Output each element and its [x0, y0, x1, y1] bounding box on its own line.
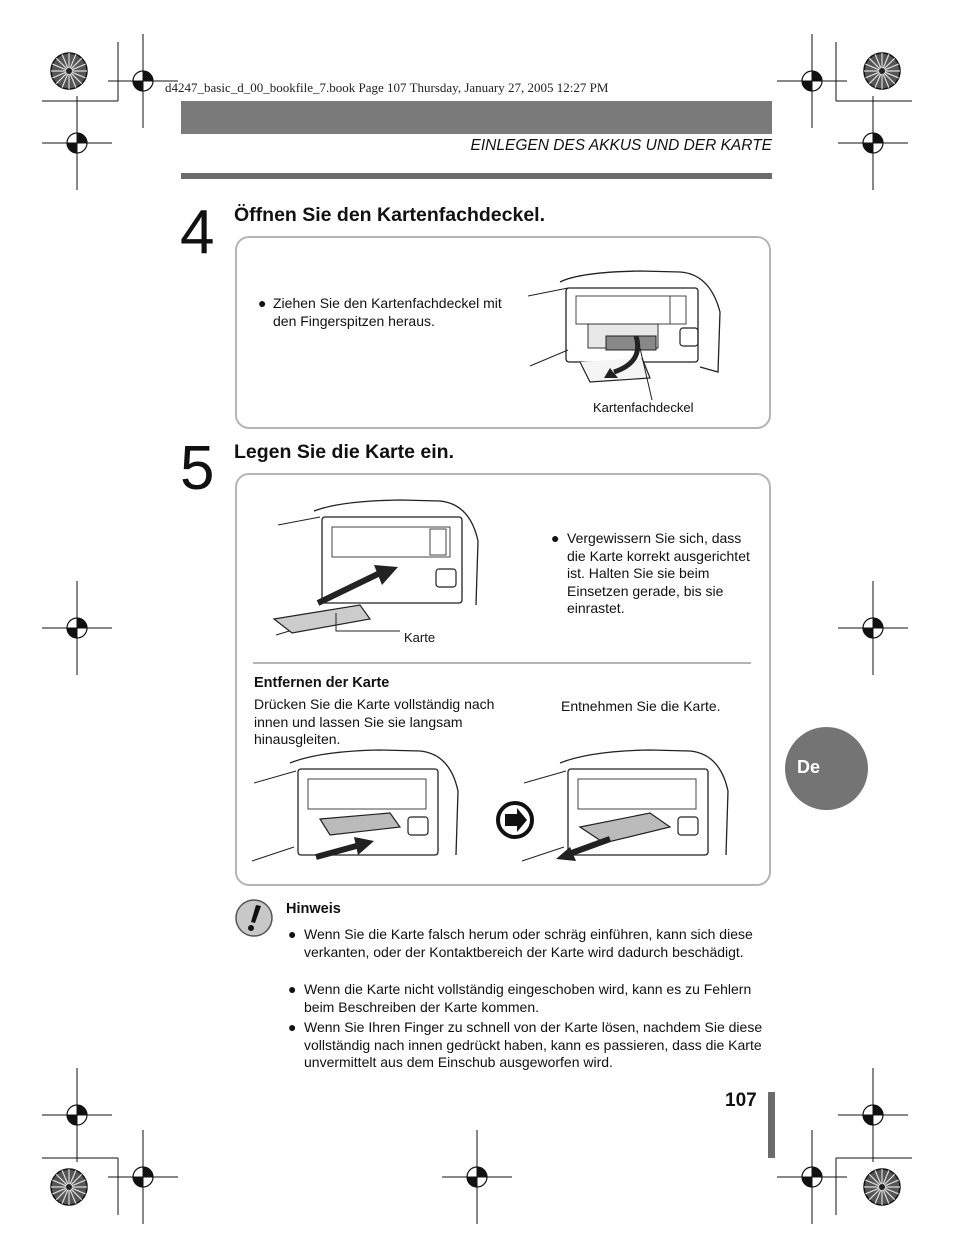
step-4-number: 4 [180, 198, 215, 267]
bullet-dot: ● [288, 926, 297, 942]
hint-item-2 [288, 981, 778, 1016]
step-5-bullet-text: Vergewissern Sie sich, dass die Karte korrekt ausgerichtet ist. Halten Sie sie beim Einsetzen gerade, bis sie einrastet. [567, 530, 750, 616]
hint-item-text: Wenn Sie die Karte falsch herum oder schräg einführen, kann sich diese verkanten, oder der Kontaktbereich der Karte wird dadurch beschädigt. [304, 926, 753, 960]
step-5-number: 5 [180, 434, 215, 503]
print-slug: d4247_basic_d_00_bookfile_7.book Page 107 Thursday, January 27, 2005 12:27 PM [165, 80, 609, 95]
header-rule [181, 173, 772, 179]
header-bar [181, 101, 772, 134]
bullet-dot: ● [288, 981, 297, 997]
step-5-title: Legen Sie die Karte ein. [234, 441, 454, 463]
bullet-dot: ● [258, 295, 267, 311]
bullet-dot: ● [288, 1019, 297, 1035]
hint-item-text: Wenn die Karte nicht vollständig eingeschoben wird, kann es zu Fehlern beim Beschreiben der Karte kommen. [304, 981, 752, 1015]
step-5-callout: Karte [404, 630, 436, 645]
hint-heading: Hinweis [286, 901, 341, 917]
remove-card-right-text: Entnehmen Sie die Karte. [561, 698, 721, 714]
camera-push-card-illustration [250, 745, 480, 875]
camera-open-cover-illustration [520, 262, 740, 402]
hint-item-1 [288, 926, 778, 961]
step-4-title: Öffnen Sie den Kartenfachdeckel. [234, 204, 546, 226]
hint-item-3 [288, 1019, 778, 1072]
camera-remove-card-illustration [520, 745, 750, 875]
header-title: EINLEGEN DES AKKUS UND DER KARTE [470, 137, 772, 154]
step-4-bullet [258, 295, 508, 330]
bullet-dot: ● [551, 530, 560, 546]
language-tab-label: De [797, 757, 821, 777]
step-5-bullet [551, 530, 756, 618]
step-4-callout: Kartenfachdeckel [593, 400, 694, 415]
step-4-bullet-text: Ziehen Sie den Kartenfachdeckel mit den Fingerspitzen heraus. [273, 295, 502, 329]
hint-item-text: Wenn Sie Ihren Finger zu schnell von der Karte lösen, nachdem Sie diese vollständig nach innen gedrückt haben, kann es passieren, dass die Karte unvermittelt aus dem Einschub ausgeworfen wird. [304, 1019, 763, 1070]
remove-card-text: Drücken Sie die Karte vollständig nach innen und lassen Sie sie langsam hinausgleiten. [254, 696, 495, 747]
warning-icon [234, 898, 274, 938]
page-number-bar [768, 1092, 775, 1158]
remove-card-heading: Entfernen der Karte [254, 675, 390, 691]
page-number: 107 [725, 1090, 757, 1111]
section-divider [253, 662, 751, 664]
camera-insert-card-illustration [270, 495, 500, 645]
